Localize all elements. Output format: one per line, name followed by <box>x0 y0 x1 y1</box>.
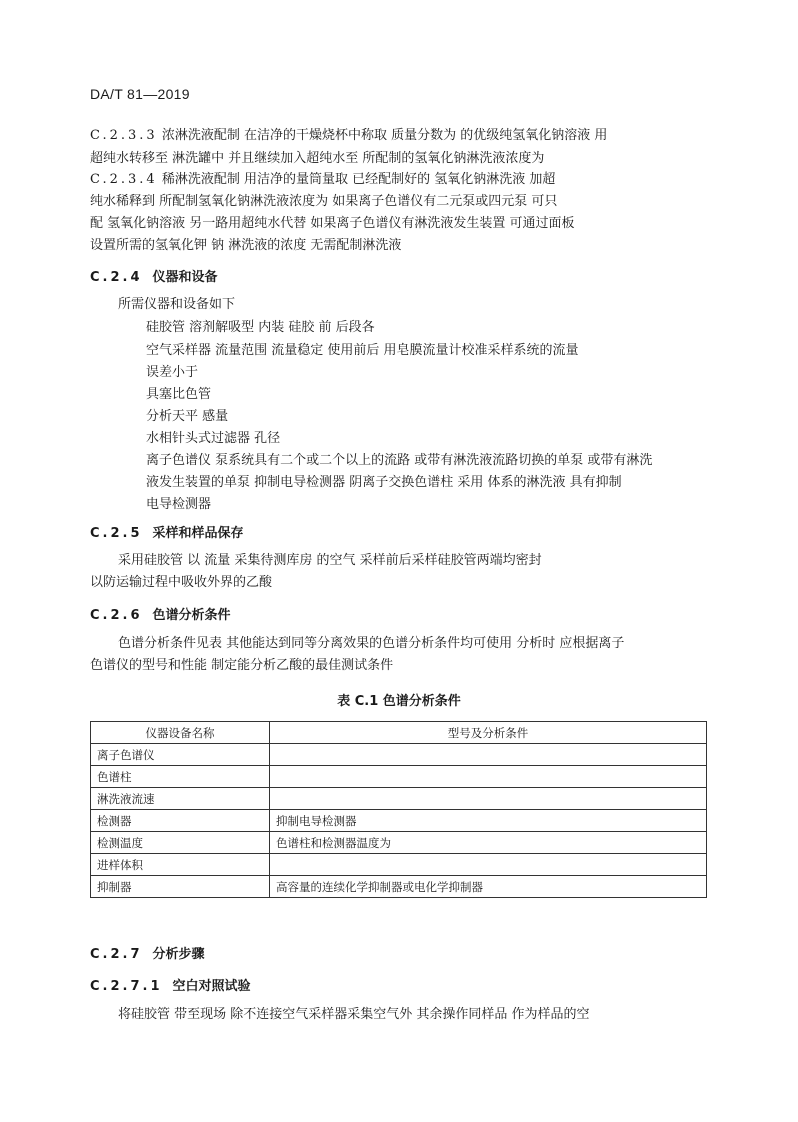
table-cell: 离子色谱仪 <box>91 744 270 766</box>
para-line: 纯水稀释到 所配制氢氧化钠淋洗液浓度为 如果离子色谱仪有二元泵或四元泵 可只 <box>90 194 558 209</box>
clause-number: C.2.3.3 <box>90 128 158 143</box>
para-line: 配 氢氧化钠溶液 另一路用超纯水代替 如果离子色谱仪有淋洗液发生装置 可通过面板 <box>90 216 575 231</box>
section-heading: C.2.7 分析步骤 <box>90 947 205 962</box>
para-line: 色谱分析条件见表 其他能达到同等分离效果的色谱分析条件均可使用 分析时 应根据离子 <box>118 636 625 651</box>
table-cell <box>270 854 707 876</box>
column-header: 仪器设备名称 <box>91 722 270 744</box>
table-cell: 淋洗液流速 <box>91 788 270 810</box>
para-line: 将硅胶管 带至现场 除不连接空气采样器采集空气外 其余操作同样品 作为样品的空 <box>118 1007 590 1022</box>
table-cell: 进样体积 <box>91 854 270 876</box>
table-header-row <box>91 722 707 744</box>
table-cell: 色谱柱 <box>91 766 270 788</box>
para-line: 以防运输过程中吸收外界的乙酸 <box>90 575 273 590</box>
para-line <box>90 126 607 146</box>
table-row <box>91 854 707 876</box>
list-item: 硅胶管 溶剂解吸型 内装 硅胶 前 后段各 <box>146 320 375 335</box>
para-line <box>90 170 555 190</box>
section-heading: C.2.5 采样和样品保存 <box>90 526 244 541</box>
para-line: 超纯水转移至 淋洗罐中 并且继续加入超纯水至 所配制的氢氧化钠淋洗液浓度为 <box>90 151 545 166</box>
table-row <box>91 788 707 810</box>
list-item: 离子色谱仪 泵系统具有二个或二个以上的流路 或带有淋洗液流路切换的单泵 或带有淋洗 <box>146 453 653 468</box>
clause-text: 稀淋洗液配制 用洁净的量筒量取 已经配制好的 氢氧化钠淋洗液 加超 <box>157 172 556 187</box>
table-row <box>91 876 707 898</box>
table-cell: 高容量的连续化学抑制器或电化学抑制器 <box>270 876 707 898</box>
table-row <box>91 832 707 854</box>
list-item: 具塞比色管 <box>146 387 212 402</box>
chromatography-conditions-table <box>90 721 707 898</box>
table-cell <box>270 766 707 788</box>
table-cell: 抑制电导检测器 <box>270 810 707 832</box>
table-caption: 表 C.1 色谱分析条件 <box>337 694 461 709</box>
table-cell <box>270 788 707 810</box>
doc-header: DA/T 81—2019 <box>90 86 190 102</box>
section-heading: C.2.7.1 空白对照试验 <box>90 979 251 994</box>
list-item: 电导检测器 <box>146 497 212 512</box>
table-row <box>91 810 707 832</box>
section-heading: C.2.6 色谱分析条件 <box>90 608 231 623</box>
clause-text: 浓淋洗液配制 在洁净的干燥烧杯中称取 质量分数为 的优级纯氢氧化钠溶液 用 <box>157 128 608 143</box>
table-row <box>91 744 707 766</box>
section-heading: C.2.4 仪器和设备 <box>90 270 218 285</box>
para-line: 采用硅胶管 以 流量 采集待测库房 的空气 采样前后采样硅胶管两端均密封 <box>118 553 542 568</box>
clause-number: C.2.3.4 <box>90 172 158 187</box>
list-item: 空气采样器 流量范围 流量稳定 使用前后 用皂膜流量计校准采样系统的流量 <box>146 343 579 358</box>
list-item: 水相针头式过滤器 孔径 <box>146 431 281 446</box>
column-header: 型号及分析条件 <box>270 722 707 744</box>
table-cell: 检测器 <box>91 810 270 832</box>
table-cell: 抑制器 <box>91 876 270 898</box>
table-row <box>91 766 707 788</box>
para-line: 设置所需的氢氧化钾 钠 淋洗液的浓度 无需配制淋洗液 <box>90 238 402 253</box>
table-cell: 检测温度 <box>91 832 270 854</box>
list-item: 液发生装置的单泵 抑制电导检测器 阴离子交换色谱柱 采用 体系的淋洗液 具有抑制 <box>146 475 622 490</box>
list-item: 误差小于 <box>146 365 199 380</box>
para-line: 色谱仪的型号和性能 制定能分析乙酸的最佳测试条件 <box>90 658 394 673</box>
table-cell: 色谱柱和检测器温度为 <box>270 832 707 854</box>
table-cell <box>270 744 707 766</box>
list-item: 分析天平 感量 <box>146 409 229 424</box>
para-line: 所需仪器和设备如下 <box>118 297 236 312</box>
